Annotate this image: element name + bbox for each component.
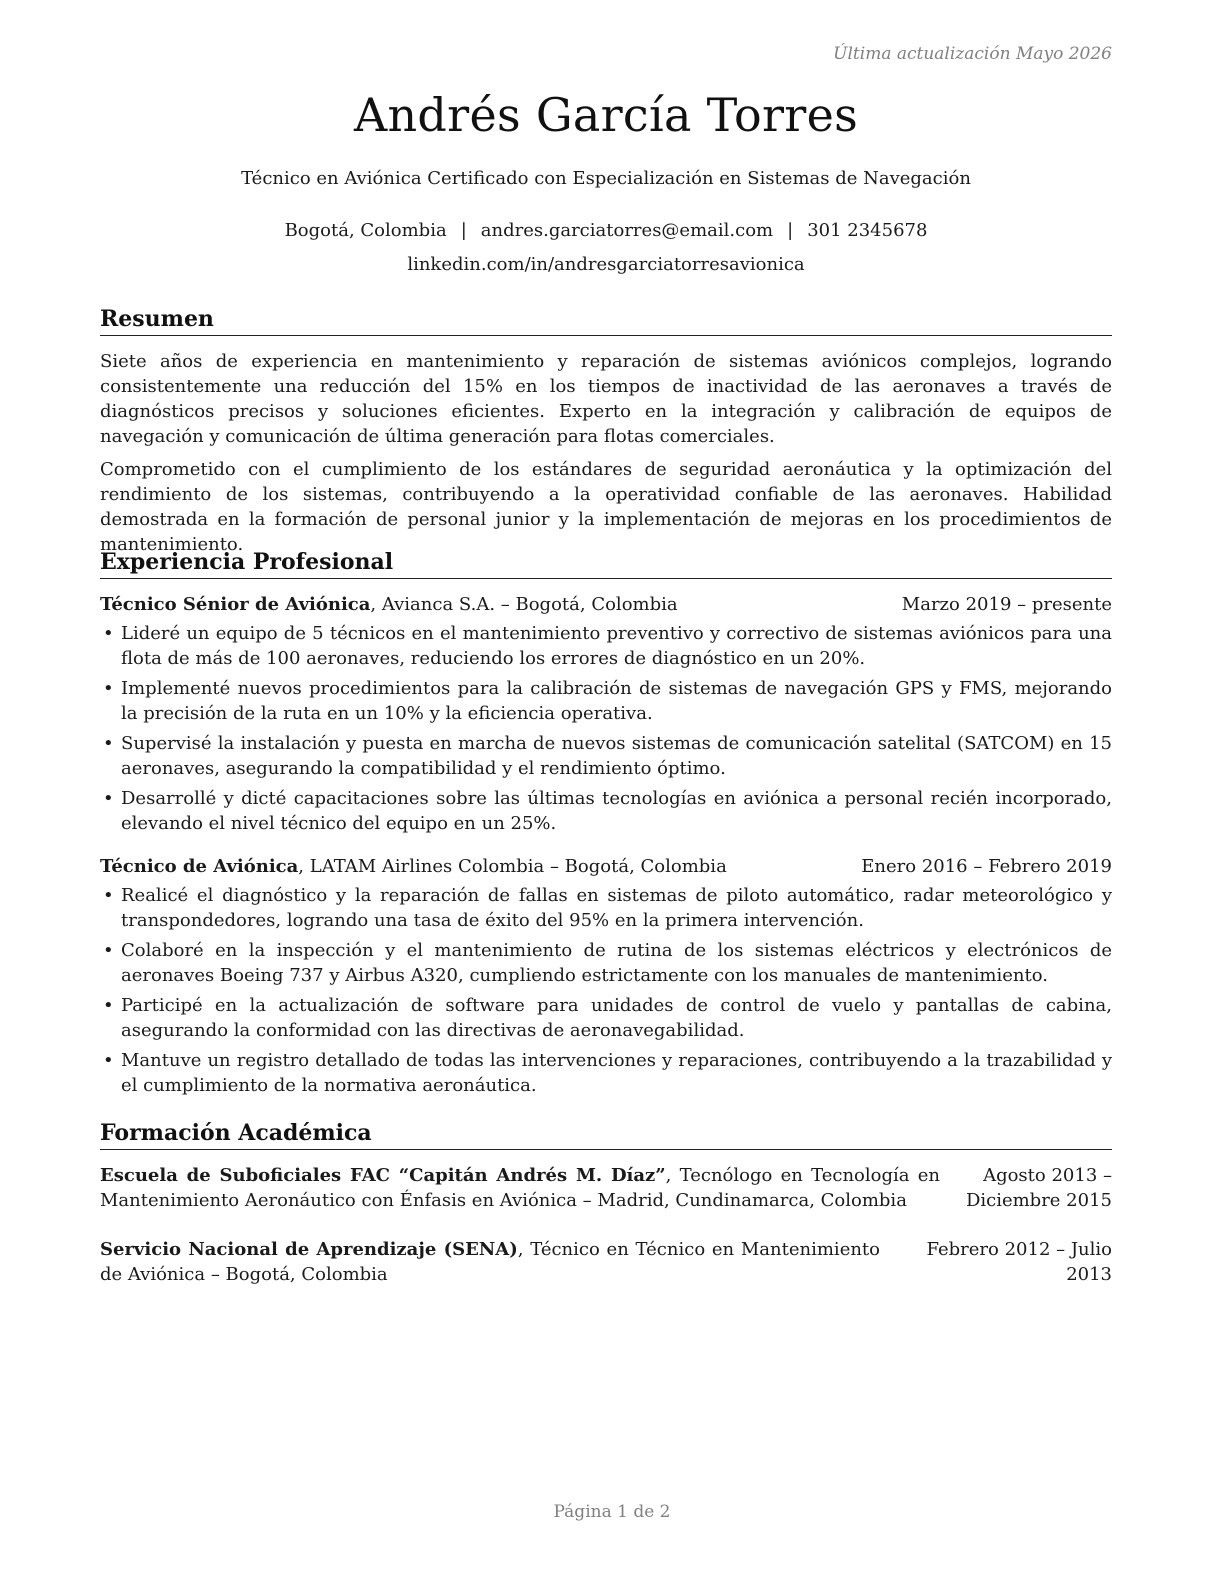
list-item	[100, 676, 1112, 726]
experience-section	[100, 548, 1112, 1103]
candidate-name: Andrés García Torres	[353, 88, 859, 142]
summary-paragraph: Comprometido con el cumplimiento de los estándares de seguridad aeronáutica y la optimización del rendimiento de los sistemas, contribuyendo a la operatividad confiable de las aeronaves. Habilidad demostrada en la formación de personal junior y la implementación de mejoras en los procedimientos de mantenimiento.	[100, 459, 1112, 555]
section-title-summary: Resumen	[100, 305, 1112, 336]
bullet-text: Supervisé la instalación y puesta en marcha de nuevos sistemas de comunicación satelital (SATCOM) en 15 aeronaves, asegurando la compatibilidad y el rendimiento óptimo.	[121, 733, 1112, 779]
bullet-icon: •	[103, 678, 114, 699]
job-company: , LATAM Airlines Colombia – Bogotá, Colombia	[298, 856, 727, 877]
bullet-text: Realicé el diagnóstico y la reparación de fallas en sistemas de piloto automático, radar meteorológico y transpondedores, logrando una tasa de éxito del 95% en la primera intervención.	[121, 885, 1112, 931]
summary-section	[100, 305, 1112, 557]
bullet-icon: •	[103, 623, 114, 644]
education-institution: Servicio Nacional de Aprendizaje (SENA)	[100, 1239, 518, 1260]
list-item	[100, 786, 1112, 836]
bullet-icon: •	[103, 733, 114, 754]
education-details: , Técnico en Técnico en Mantenimiento de Aviónica – Bogotá, Colombia	[100, 1239, 881, 1285]
phone-text: 301 2345678	[807, 220, 928, 241]
job-role: Técnico Sénior de Aviónica	[100, 594, 371, 615]
education-entry	[100, 1237, 1112, 1287]
bullet-icon: •	[103, 885, 114, 906]
candidate-headline: Técnico en Aviónica Certificado con Especialización en Sistemas de Navegación	[241, 168, 971, 189]
page-indicator: Página 1 de 2	[553, 1502, 671, 1522]
list-item	[100, 621, 1112, 671]
job-dates: Marzo 2019 – presente	[901, 594, 1112, 615]
bullet-icon: •	[103, 940, 114, 961]
bullet-icon: •	[103, 788, 114, 809]
linkedin-link[interactable]: linkedin.com/in/andresgarciatorresavionica	[407, 254, 805, 275]
list-item	[100, 883, 1112, 933]
section-title-experience: Experiencia Profesional	[100, 548, 1112, 579]
bullet-icon: •	[103, 1050, 114, 1071]
job-entry	[100, 592, 1112, 836]
education-institution: Escuela de Suboficiales FAC “Capitán Andrés M. Díaz”	[100, 1165, 666, 1186]
job-company: , Avianca S.A. – Bogotá, Colombia	[370, 594, 678, 615]
education-section	[100, 1119, 1112, 1287]
list-item	[100, 731, 1112, 781]
email-link[interactable]: andres.garciatorres@email.com	[480, 220, 774, 241]
last-updated-label: Última actualización Mayo 2026	[833, 44, 1112, 64]
list-item	[100, 938, 1112, 988]
bullet-text: Desarrollé y dicté capacitaciones sobre las últimas tecnologías en aviónica a personal recién incorporado, elevando el nivel técnico del equipo en un 25%.	[121, 788, 1112, 834]
summary-paragraph: Siete años de experiencia en mantenimiento y reparación de sistemas aviónicos complejos, logrando consistentemente una reducción del 15% en los tiempos de inactividad de las aeronaves a través de diagnósticos precisos y soluciones eficientes. Experto en la integración y calibración de equipos de navegación y comunicación de última generación para flotas comerciales.	[100, 351, 1112, 447]
section-title-education: Formación Académica	[100, 1119, 1112, 1150]
job-entry	[100, 854, 1112, 1098]
bullet-text: Lideré un equipo de 5 técnicos en el mantenimiento preventivo y correctivo de sistemas aviónicos para una flota de más de 100 aeronaves, reduciendo los errores de diagnóstico en un 20%.	[121, 623, 1112, 669]
education-dates: Febrero 2012 – Julio 2013	[926, 1239, 1112, 1285]
bullet-text: Mantuve un registro detallado de todas las intervenciones y reparaciones, contribuyendo a la trazabilidad y el cumplimiento de la normativa aeronáutica.	[121, 1050, 1112, 1096]
education-details: , Tecnólogo en Tecnología en Mantenimiento Aeronáutico con Énfasis en Aviónica – Madrid, Cundinamarca, Colombia	[100, 1165, 941, 1211]
job-header	[100, 854, 1112, 879]
contact-line	[100, 220, 1112, 241]
job-role: Técnico de Aviónica	[100, 856, 299, 877]
bullet-text: Participé en la actualización de software para unidades de control de vuelo y pantallas de cabina, asegurando la conformidad con las directivas de aeronavegabilidad.	[121, 995, 1112, 1041]
education-entry	[100, 1163, 1112, 1213]
job-bullets	[100, 883, 1112, 1098]
list-item	[100, 1048, 1112, 1098]
bullet-icon: •	[103, 995, 114, 1016]
job-bullets	[100, 621, 1112, 836]
location-text: Bogotá, Colombia	[284, 220, 447, 241]
bullet-text: Implementé nuevos procedimientos para la calibración de sistemas de navegación GPS y FMS, mejorando la precisión de la ruta en un 10% y la eficiencia operativa.	[121, 678, 1112, 724]
bullet-text: Colaboré en la inspección y el mantenimiento de rutina de los sistemas eléctricos y electrónicos de aeronaves Boeing 737 y Airbus A320, cumpliendo estrictamente con los manuales de mantenimiento.	[121, 940, 1112, 986]
list-item	[100, 993, 1112, 1043]
job-header	[100, 592, 1112, 617]
education-dates: Agosto 2013 – Diciembre 2015	[965, 1165, 1112, 1211]
job-dates: Enero 2016 – Febrero 2019	[861, 856, 1112, 877]
contact-separator: |	[787, 220, 794, 241]
contact-separator: |	[460, 220, 467, 241]
